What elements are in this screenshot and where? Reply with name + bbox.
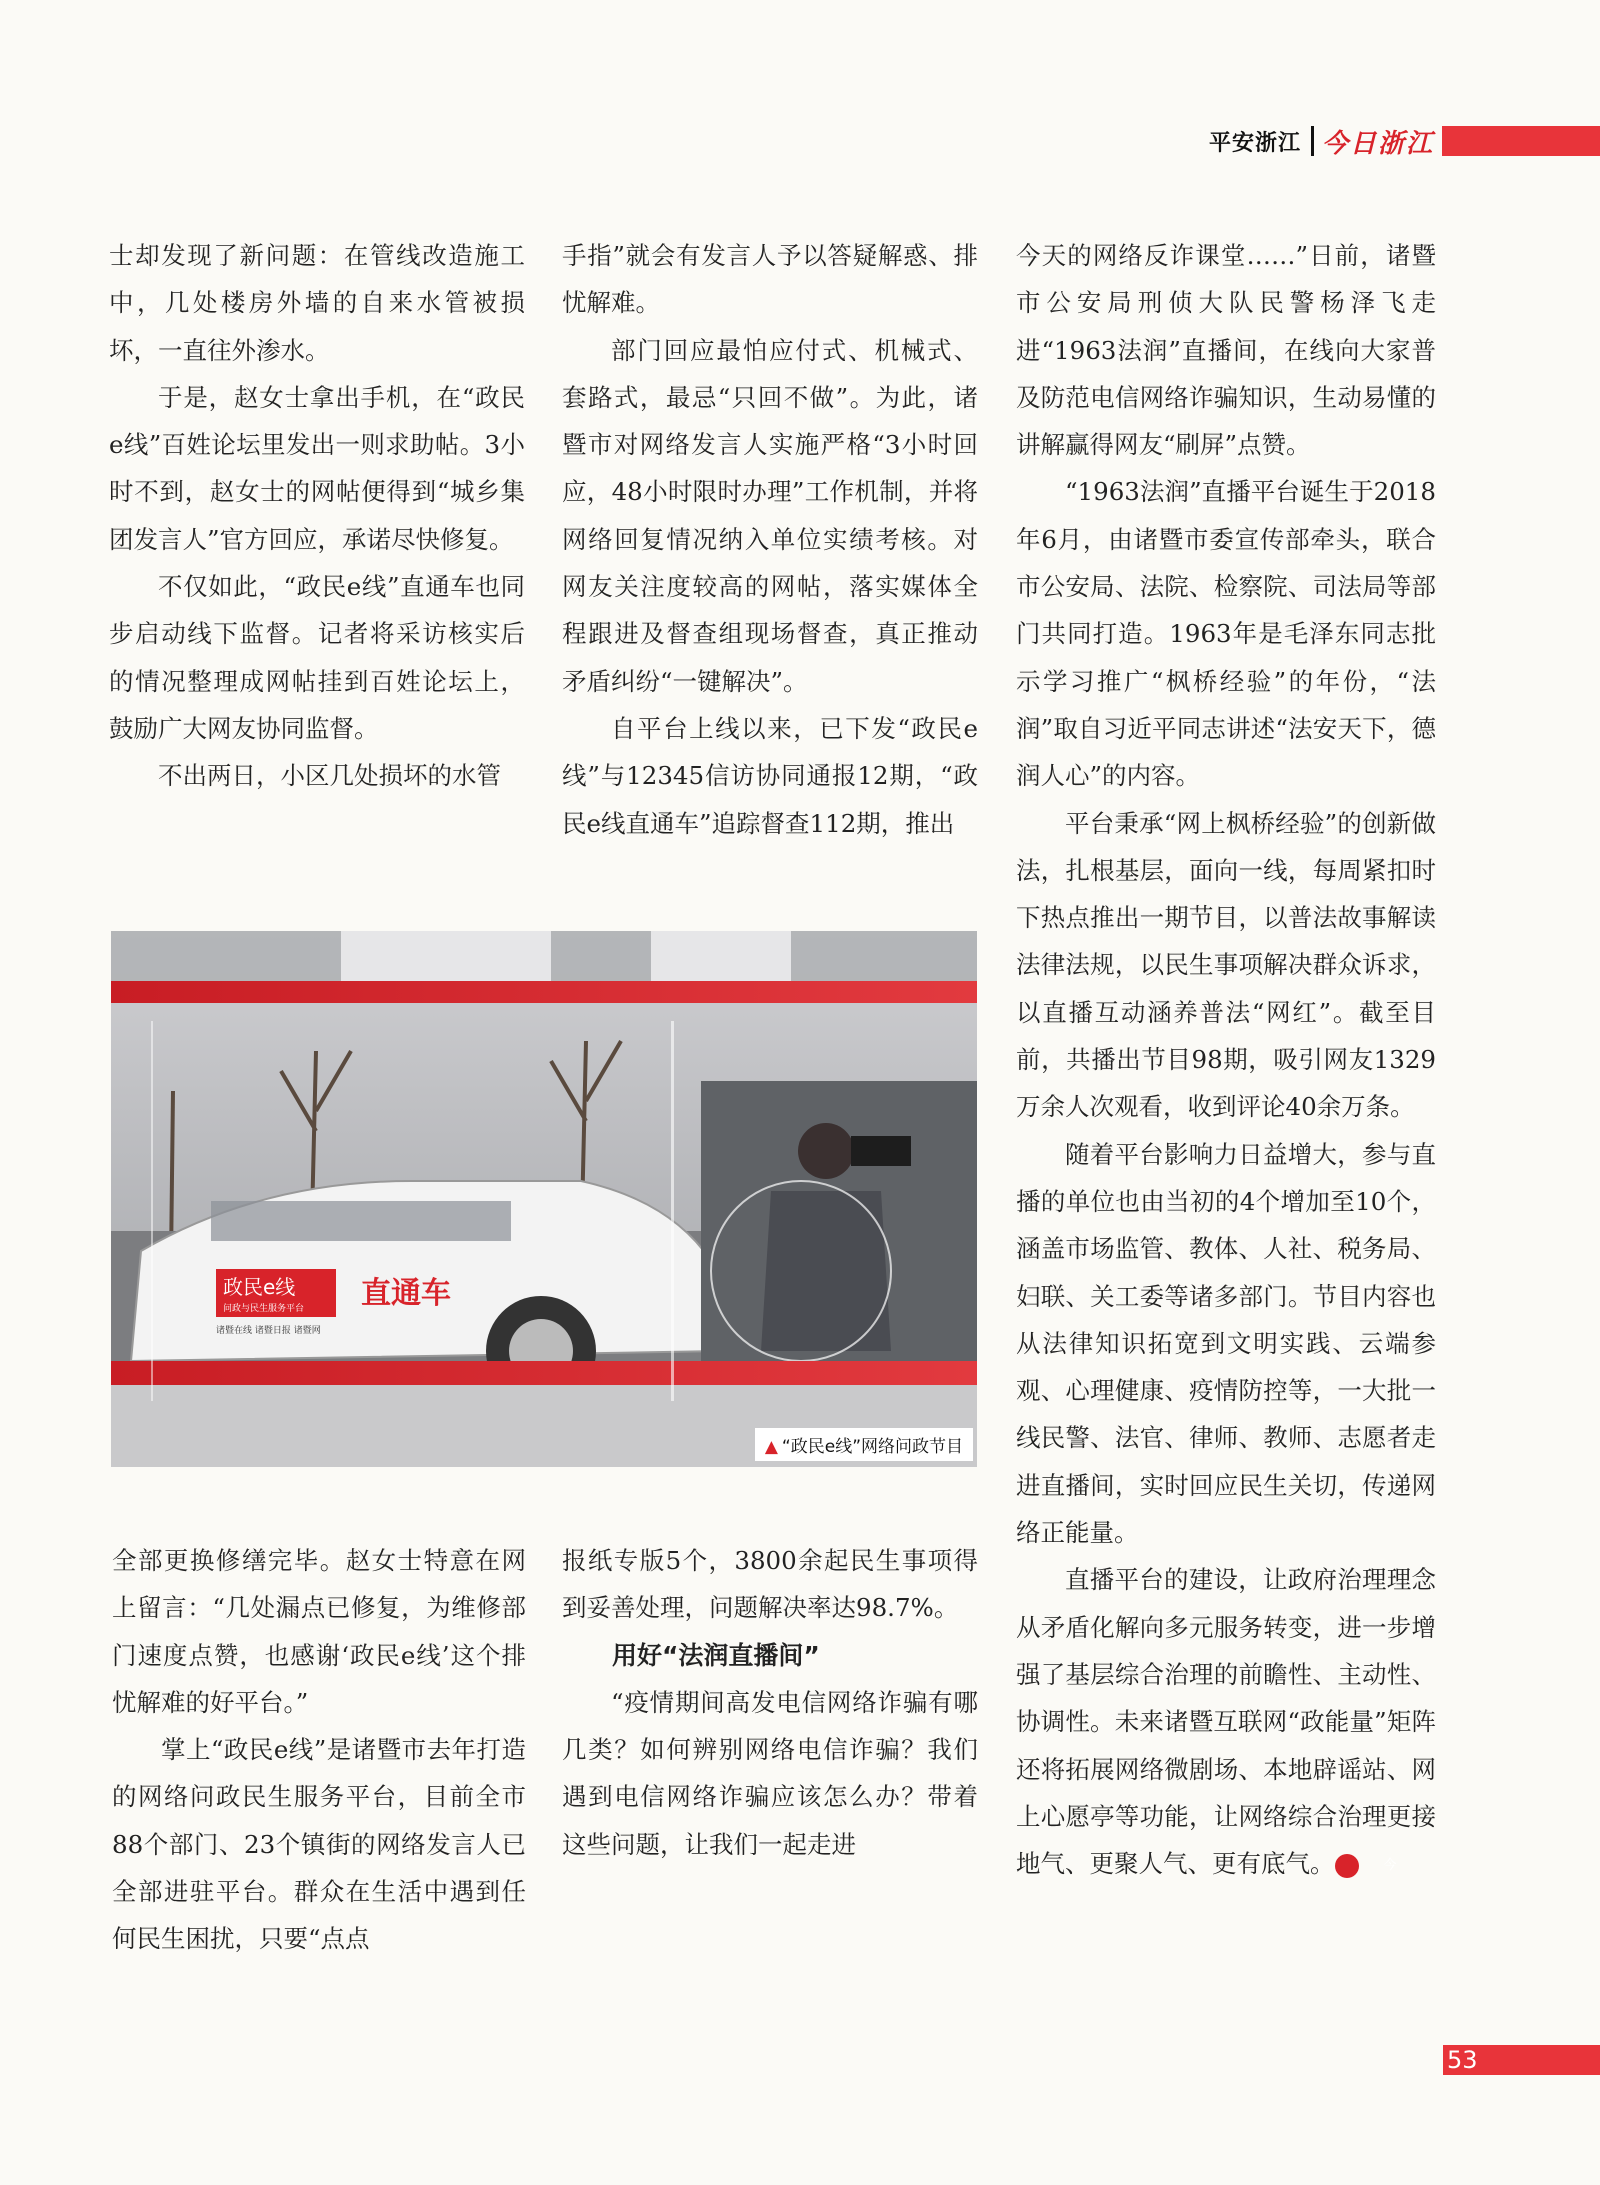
paragraph: 平台秉承“网上枫桥经验”的创新做法，扎根基层，面向一线，每周紧扣时下热点推出一期节目，以普法故事解读法律法规，以民生事项解决群众诉求，以直播互动涵养普法“网红”。截至目前，共播出节目98期，吸引网友1329万余人次观看，收到评论40余万条。 [1016, 808, 1436, 1122]
end-mark-icon: 今 [1335, 1854, 1359, 1878]
paragraph: 全部更换修缮完毕。赵女士特意在网上留言：“几处漏点已修复，为维修部门速度点赞，也感谢‘政民e线’这个排忧解难的好平台。” [112, 1546, 526, 1717]
article-photo [111, 931, 977, 1467]
header-red-bar [1442, 126, 1600, 156]
column-1-bottom [112, 1537, 526, 1963]
column-2-top [562, 232, 978, 847]
paragraph [1016, 1556, 1436, 1887]
section-subheading: 用好“法润直播间” [612, 1640, 820, 1670]
car-title: 直通车 [361, 1276, 451, 1311]
header-divider [1311, 126, 1314, 156]
column-2-bottom [562, 1537, 978, 1868]
paragraph: 掌上“政民e线”是诸暨市去年打造的网络问政民生服务平台，目前全市88个部门、23个镇街的网络发言人已全部进驻平台。群众在生活中遇到任何民生困扰，只要“点点 [112, 1735, 526, 1954]
photo-caption [755, 1428, 973, 1461]
paragraph: 今天的网络反诈课堂……”日前，诸暨市公安局刑侦大队民警杨泽飞走进“1963法润”直播间，在线向大家普及防范电信网络诈骗知识，生动易懂的讲解赢得网友“刷屏”点赞。 [1016, 241, 1436, 460]
car-footer: 诸暨在线 诸暨日报 诸暨网 [216, 1326, 321, 1336]
paragraph-text: 直播平台的建设，让政府治理理念从矛盾化解向多元服务转变，进一步增强了基层综合治理的前瞻性、主动性、协调性。未来诸暨互联网“政能量”矩阵还将拓展网络微剧场、本地辟谣站、网上心愿亭等功能，让网络综合治理更接地气、更聚人气、更有底气。 [1016, 1565, 1436, 1879]
cameraman [701, 1081, 977, 1401]
paragraph: 报纸专版5个，3800余起民生事项得到妥善处理，问题解决率达98.7%。 [562, 1546, 978, 1623]
caption-text: “政民e线”网络问政节目 [781, 1437, 963, 1457]
section-title: 平安浙江 [1208, 130, 1301, 156]
paragraph: 自平台上线以来，已下发“政民e线”与12345信访协同通报12期，“政民e线直通车”追踪督查112期，推出 [562, 713, 978, 838]
column-1-top [109, 232, 525, 800]
paragraph: “疫情期间高发电信网络诈骗有哪几类？如何辨别网络电信诈骗？我们遇到电信网络诈骗应该怎么办？带着这些问题，让我们一起走进 [562, 1687, 978, 1859]
paragraph: 手指”就会有发言人予以答疑解惑、排忧解难。 [562, 241, 978, 318]
photo-illustration [111, 931, 977, 1467]
paragraph: “1963法润”直播平台诞生于2018年6月，由诸暨市委宣传部牵头，联合市公安局、法院、检察院、司法局等部门共同打造。1963年是毛泽东同志批示学习推广“枫桥经验”的年份，“法润”取自习近平同志讲述“法安天下，德润人心”的内容。 [1016, 477, 1436, 791]
car-subtitle: 问政与民生服务平台 [223, 1304, 305, 1314]
paragraph: 士却发现了新问题：在管线改造施工中，几处楼房外墙的自来水管被损坏，一直往外渗水。 [109, 241, 525, 365]
page-header [1209, 124, 1600, 158]
paragraph: 随着平台影响力日益增大，参与直播的单位也由当初的4个增加至10个，涵盖市场监管、教体、人社、税务局、妇联、关工委等诸多部门。节目内容也从法律知识拓宽到文明实践、云端参观、心理健康、疫情防控等，一大批一线民警、法官、律师、教师、志愿者走进直播间，实时回应民生关切，传递网络正能量。 [1016, 1139, 1436, 1548]
page-number: 53 [1447, 2046, 1478, 2074]
paragraph: 不出两日，小区几处损坏的水管 [158, 761, 501, 791]
triangle-icon: ▲ [764, 1437, 778, 1457]
paragraph: 不仅如此，“政民e线”直通车也同步启动线下监督。记者将采访核实后的情况整理成网帖挂到百姓论坛上，鼓励广大网友协同监督。 [109, 572, 525, 743]
magazine-logo: 今日浙江 [1321, 128, 1434, 159]
paragraph: 于是，赵女士拿出手机，在“政民e线”百姓论坛里发出一则求助帖。3小时不到，赵女士的网帖便得到“城乡集团发言人”官方回应，承诺尽快修复。 [109, 382, 525, 554]
paragraph: 部门回应最怕应付式、机械式、套路式，最忌“只回不做”。为此，诸暨市对网络发言人实施严格“3小时回应，48小时限时办理”工作机制，并将网络回复情况纳入单位实绩考核。对网友关注度较高的网帖，落实媒体全程跟进及督查组现场督查，真正推动矛盾纠纷“一键解决”。 [562, 335, 978, 696]
car-label: 政民e线 [223, 1275, 296, 1299]
column-3 [1016, 232, 1436, 1887]
